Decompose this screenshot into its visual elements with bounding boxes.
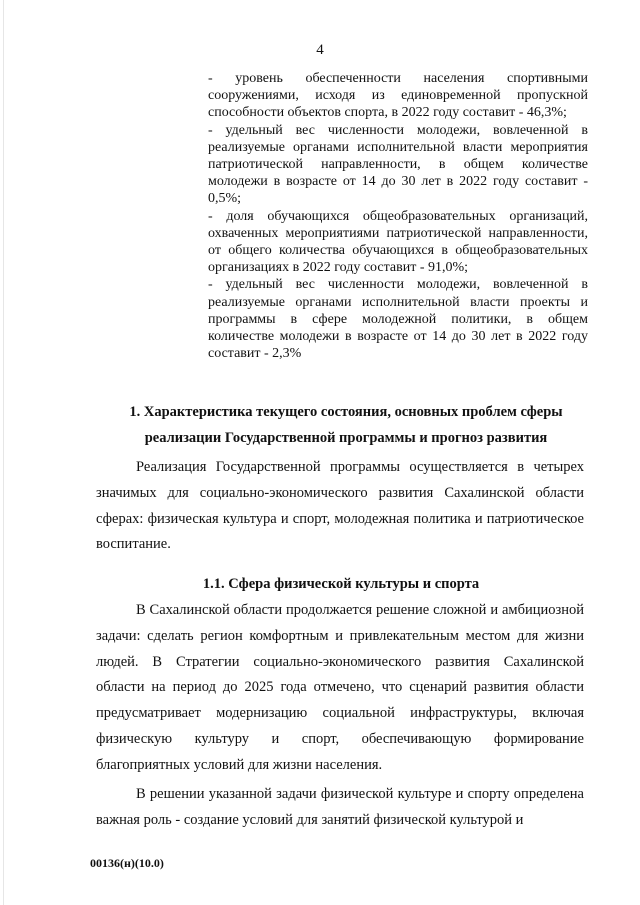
scan-margin-line <box>3 0 4 905</box>
subsection-paragraph-2: В решении указанной задачи физической культуре и спорту определена важная роль - создание условий для занятий физической культурой и <box>96 786 584 828</box>
section-intro-paragraph: Реализация Государственной программы осуществляется в четырех значимых для социально-экономического развития Сахалинской области сферах: физическая культура и спорт, молодежная политика и патриотическое воспитание. <box>96 459 584 553</box>
list-item: - удельный вес численности молодежи, вовлеченной в реализуемые органами исполнительной власти проекты и программы в сфере молодежной политики, в общем количестве молодежи в возрасте от 14 до 30 лет в 2022 году составит - 2,3% <box>208 277 588 362</box>
page-number: 4 <box>316 42 324 58</box>
section-title-line-1: 1. Характеристика текущего состояния, основных проблем сферы <box>129 404 563 420</box>
list-item: - доля обучающихся общеобразовательных организаций, охваченных мероприятиями патриотической направленности, от общего количества обучающихся в общеобразовательных организациях в 2022 году составит - 91,0%; <box>208 208 588 276</box>
list-item: - удельный вес численности молодежи, вовлеченной в реализуемые органами исполнительной власти мероприятия патриотической направленности, в общем количестве молодежи в возрасте от 14 до 30 лет в 2022 году составит - 0,5%; <box>208 122 588 207</box>
subsection-title: 1.1. Сфера физической культуры и спорта <box>202 576 480 592</box>
document-code: 00136(н)(10.0) <box>90 856 164 870</box>
target-indicators-list <box>208 70 588 362</box>
section-title-line-2: реализации Государственной программы и прогноз развития <box>144 430 548 446</box>
subsection-paragraph-1: В Сахалинской области продолжается решение сложной и амбициозной задачи: сделать регион комфортным и привлекательным местом для жизни людей. В Стратегии социально-экономического развития Сахалинской области на период до 2025 года отмечено, что сценарий развития области предусматривает модернизацию социальной инфраструктуры, включая физическую культуру и спорт, обеспечивающую формирование благоприятных условий для жизни населения. <box>96 602 584 773</box>
list-item: - уровень обеспеченности населения спортивными сооружениями, исходя из единовременной пропускной способности объектов спорта, в 2022 году составит - 46,3%; <box>208 71 588 121</box>
